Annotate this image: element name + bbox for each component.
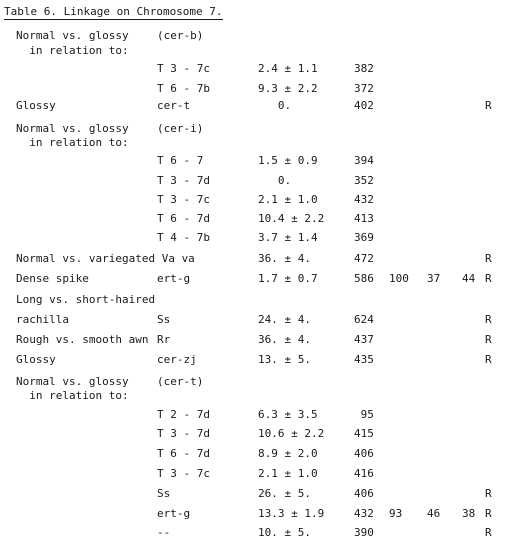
ref-cell: R <box>485 313 492 326</box>
total-cell: 586 <box>354 272 374 285</box>
ref-cell: R <box>485 353 492 366</box>
ref-cell: R <box>485 487 492 500</box>
gene-cell: T 6 - 7d <box>157 212 210 225</box>
gene-cell: T 3 - 7c <box>157 193 210 206</box>
total-cell: 390 <box>354 526 374 539</box>
count-c-cell: 44 <box>462 272 476 285</box>
count-b-cell: 46 <box>427 507 441 520</box>
gene-cell: T 3 - 7d <box>157 174 210 187</box>
trait-cell: in relation to: <box>16 136 129 149</box>
gene-cell: ert-g <box>157 507 191 520</box>
count-b-cell: 37 <box>427 272 441 285</box>
total-cell: 432 <box>354 507 374 520</box>
recombination-cell: 0. <box>258 99 292 112</box>
count-a-cell: 100 <box>389 272 409 285</box>
table-row <box>0 375 516 389</box>
total-cell: 406 <box>354 487 374 500</box>
recombination-cell: 2.4 ± 1.1 <box>258 62 318 75</box>
table-row <box>0 487 516 501</box>
trait-cell: Glossy <box>16 353 56 366</box>
table-row <box>0 293 516 307</box>
total-cell: 437 <box>354 333 374 346</box>
table-row <box>0 526 516 540</box>
total-cell: 472 <box>354 252 374 265</box>
recombination-cell: 1.7 ± 0.7 <box>258 272 318 285</box>
table-row <box>0 122 516 136</box>
total-cell: 416 <box>354 467 374 480</box>
total-cell: 415 <box>354 427 374 440</box>
trait-cell: in relation to: <box>16 44 129 57</box>
table-row <box>0 353 516 367</box>
recombination-cell: 10. ± 5. <box>258 526 311 539</box>
table-row <box>0 389 516 403</box>
gene-cell: (cer-b) <box>157 29 204 42</box>
table-row <box>0 62 516 76</box>
trait-cell: Normal vs. glossy <box>16 122 129 135</box>
trait-cell: Normal vs. glossy <box>16 29 129 42</box>
table-row <box>0 82 516 96</box>
table-row <box>0 193 516 207</box>
table-row <box>0 136 516 150</box>
ref-cell: R <box>485 507 492 520</box>
total-cell: 624 <box>354 313 374 326</box>
recombination-cell: 2.1 ± 1.0 <box>258 193 318 206</box>
table-row <box>0 272 516 286</box>
gene-cell: Ss <box>157 313 171 326</box>
gene-cell: T 6 - 7b <box>157 82 210 95</box>
ref-cell: R <box>485 333 492 346</box>
total-cell: 394 <box>354 154 374 167</box>
gene-cell: T 6 - 7 <box>157 154 204 167</box>
total-cell: 369 <box>354 231 374 244</box>
recombination-cell: 36. ± 4. <box>258 333 311 346</box>
trait-cell: Normal vs. variegated Va va <box>16 252 195 265</box>
count-a-cell: 93 <box>389 507 403 520</box>
recombination-cell: 2.1 ± 1.0 <box>258 467 318 480</box>
gene-cell: Ss <box>157 487 171 500</box>
table-row <box>0 333 516 347</box>
trait-cell: Dense spike <box>16 272 89 285</box>
table-row <box>0 252 516 266</box>
gene-cell: T 4 - 7b <box>157 231 210 244</box>
gene-cell: T 3 - 7c <box>157 467 210 480</box>
table-row <box>0 174 516 188</box>
gene-cell: ert-g <box>157 272 191 285</box>
table-row <box>0 44 516 58</box>
gene-cell: (cer-i) <box>157 122 204 135</box>
table-row <box>0 447 516 461</box>
ref-cell: R <box>485 99 492 112</box>
recombination-cell: 10.6 ± 2.2 <box>258 427 325 440</box>
gene-cell: T 3 - 7d <box>157 427 210 440</box>
ref-cell: R <box>485 272 492 285</box>
count-c-cell: 38 <box>462 507 476 520</box>
gene-cell: cer-t <box>157 99 191 112</box>
table-row <box>0 467 516 481</box>
recombination-cell: 24. ± 4. <box>258 313 311 326</box>
trait-cell: Normal vs. glossy <box>16 375 129 388</box>
gene-cell: (cer-t) <box>157 375 204 388</box>
recombination-cell: 9.3 ± 2.2 <box>258 82 318 95</box>
recombination-cell: 6.3 ± 3.5 <box>258 408 318 421</box>
table-row <box>0 313 516 327</box>
recombination-cell: 1.5 ± 0.9 <box>258 154 318 167</box>
total-cell: 382 <box>354 62 374 75</box>
total-cell: 352 <box>354 174 374 187</box>
trait-cell: Long vs. short-haired <box>16 293 156 306</box>
gene-cell: -- <box>157 526 171 539</box>
gene-cell: cer-zj <box>157 353 197 366</box>
gene-cell: T 3 - 7c <box>157 62 210 75</box>
total-cell: 435 <box>354 353 374 366</box>
table-row <box>0 408 516 422</box>
trait-cell: in relation to: <box>16 389 129 402</box>
recombination-cell: 26. ± 5. <box>258 487 311 500</box>
table-row <box>0 427 516 441</box>
table-row <box>0 99 516 113</box>
table-row <box>0 154 516 168</box>
recombination-cell: 8.9 ± 2.0 <box>258 447 318 460</box>
recombination-cell: 13. ± 5. <box>258 353 311 366</box>
recombination-cell: 3.7 ± 1.4 <box>258 231 318 244</box>
recombination-cell: 10.4 ± 2.2 <box>258 212 325 225</box>
table-row <box>0 507 516 521</box>
total-cell: 413 <box>354 212 374 225</box>
recombination-cell: 36. ± 4. <box>258 252 311 265</box>
total-cell: 402 <box>354 99 374 112</box>
gene-cell: T 6 - 7d <box>157 447 210 460</box>
table-row <box>0 231 516 245</box>
table-title: Table 6. Linkage on Chromosome 7. <box>4 5 223 18</box>
ref-cell: R <box>485 526 492 539</box>
total-cell: 372 <box>354 82 374 95</box>
table-row <box>0 212 516 226</box>
gene-cell: Rr <box>157 333 171 346</box>
table-row <box>0 29 516 43</box>
ref-cell: R <box>485 252 492 265</box>
total-cell: 406 <box>354 447 374 460</box>
trait-cell: rachilla <box>16 313 69 326</box>
trait-cell: Rough vs. smooth awn <box>16 333 149 346</box>
gene-cell: T 2 - 7d <box>157 408 210 421</box>
recombination-cell: 13.3 ± 1.9 <box>258 507 325 520</box>
total-cell: 432 <box>354 193 374 206</box>
total-cell: 95 <box>354 408 374 421</box>
recombination-cell: 0. <box>258 174 292 187</box>
trait-cell: Glossy <box>16 99 56 112</box>
